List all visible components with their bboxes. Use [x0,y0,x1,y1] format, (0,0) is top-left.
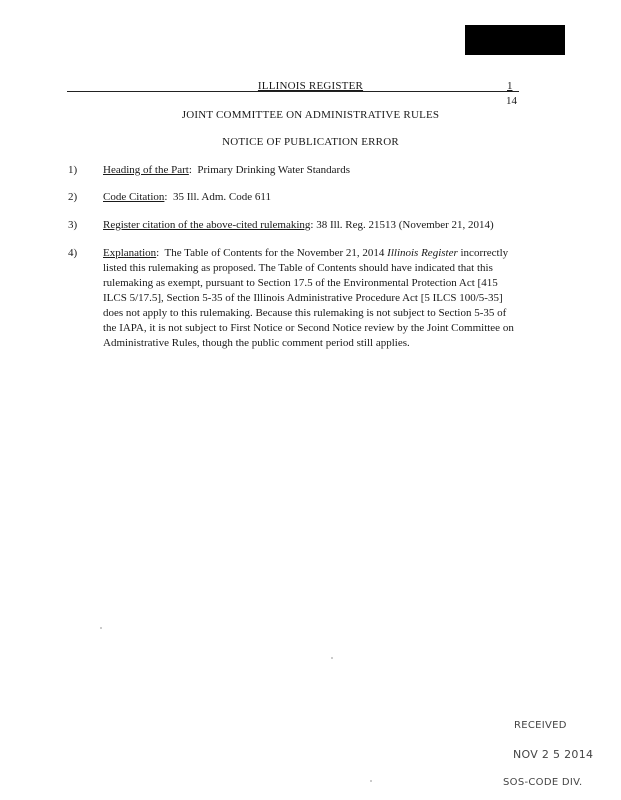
redaction-block [465,25,565,55]
explanation-text-before: The Table of Contents for the November 21, 2014 [164,247,388,259]
item-value: 38 Ill. Reg. 21513 (November 21, 2014) [316,219,494,231]
item-number: 1) [68,164,78,176]
received-stamp: RECEIVED [514,720,567,731]
publication-name: Illinois Register [387,247,458,259]
item-label: Register citation of the above-cited rulemaking [103,219,311,231]
division-stamp: SOS-CODE DIV. [503,777,583,788]
item-body: Code Citation: 35 Ill. Adm. Code 611 [103,191,271,203]
issue-number: 1 [507,80,513,92]
notice-title: NOTICE OF PUBLICATION ERROR [222,136,399,148]
item-number: 3) [68,219,78,231]
item-number: 2) [68,191,78,203]
item-label: Explanation [103,247,157,259]
scan-speck [370,780,372,782]
received-date: NOV 2 5 2014 [513,748,594,761]
item-number: 4) [68,247,78,259]
scan-speck [100,627,102,629]
committee-name: JOINT COMMITTEE ON ADMINISTRATIVE RULES [181,109,440,121]
header-rule [67,91,519,92]
item-body: Register citation of the above-cited rulemaking: 38 Ill. Reg. 21513 (November 21, 2014) [103,219,494,231]
explanation-paragraph: Explanation: The Table of Contents for the November 21, 2014 Illinois Register incorrectly listed this rulemaking as proposed. The Table of Contents should have indicated that this rulemaking as exempt, pursuant to Section 17.5 of the Environmental Protection Act [415 ILCS 5/17.5], Section 5-35 of the Illinois Administrative Procedure Act [5 ILCS 100/5-35] does not apply to this rulemaking. Because this rulemaking is not subject to Section 5-35 of the IAPA, it is not subject to First Notice or Second Notice review by the Joint Committee on Administrative Rules, though the public comment period still applies. [103,247,514,349]
explanation-text-after: incorrectly listed this rulemaking as proposed. The Table of Contents should have indicated that this rulemaking as exempt, pursuant to Section 17.5 of the Environmental Protection Act [415 ILCS 5/17.5], Section 5-35 of the Illinois Administrative Procedure Act [5 ILCS 100/5-35] does not apply to this rulemaking. Because this rulemaking is not subject to Section 5-35 of the IAPA, it is not subject to First Notice or Second Notice review by the Joint Committee on Administrative Rules, though the public comment period still applies. [103,247,514,349]
item-body: Heading of the Part: Primary Drinking Water Standards [103,164,350,176]
item-value: 35 Ill. Adm. Code 611 [172,191,271,203]
scan-speck [331,657,333,659]
page-number: 14 [506,95,517,107]
register-title: ILLINOIS REGISTER [257,80,364,92]
item-value: Primary Drinking Water Standards [197,164,350,176]
item-label: Code Citation [103,191,165,203]
item-label: Heading of the Part [103,164,189,176]
